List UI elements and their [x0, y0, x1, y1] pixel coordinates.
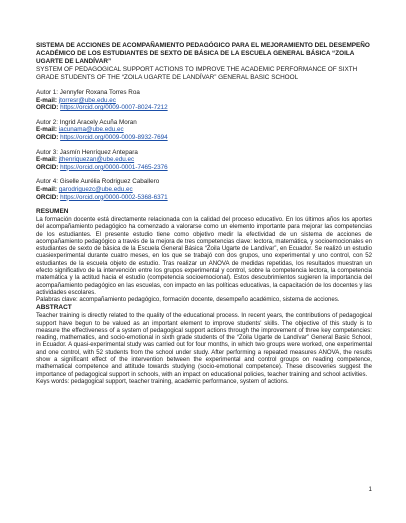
orcid-label: ORCID: — [36, 104, 59, 112]
abstract-body: Teacher training is directly related to the quality of the educational process. In recent years, the contributions of pedagogical support have begun to be valued as an important element to improve students' skills. The objective of this study is to measure the effectiveness of a system of pedagogical support actions through the improvement of three key competencies: reading, mathematics, and socio-emotional in sixth grade students of the “Zoila Ugarte de Landívar” General Basic School, in Ecuador. A quasi-experimental study was carried out for four months, in which two groups were worked, one experimental and one control, with 52 students from the school under study. After performing a repeated measures ANOVA, the results show a significant effect of the intervention between the experimental and control groups on reading competence, mathematical competence and attitude towards studying (socio-emotional competence). These discoveries suggest the importance of pedagogical support in schools, with an impact on educational policies, teacher training and school activities. — [36, 312, 372, 378]
author-block — [36, 89, 372, 112]
paper-title-spanish: SISTEMA DE ACCIONES DE ACOMPAÑAMIENTO PEDAGÓGICO PARA EL MEJORAMIENTO DEL DESEMPEÑO ACADÉMICO DE LOS ESTUDIANTES DE SEXTO DE BÁSICA DE LA ESCUELA GENERAL BÁSICA “ZOILA UGARTE DE LANDÍVAR” — [36, 42, 370, 65]
email-label: E-mail: — [36, 96, 57, 104]
resumen-heading: RESUMEN — [36, 208, 69, 216]
author-name: Autor 1: Jennyfer Roxana Torres Roa — [36, 89, 140, 96]
author-orcid-link[interactable]: https://orcid.org/0009-0007-8024-7212 — [60, 104, 168, 112]
author-email-link[interactable]: jthenriquezan@ube.edu.ec — [58, 156, 135, 164]
author-block — [36, 149, 372, 172]
author-list — [36, 89, 372, 201]
author-name: Autor 2: Ingrid Aracely Acuña Moran — [36, 118, 137, 126]
orcid-label: ORCID: — [36, 133, 59, 141]
email-label: E-mail: — [36, 156, 57, 164]
orcid-label: ORCID: — [36, 193, 59, 201]
author-email-link[interactable]: garodriguezc@ube.edu.ec — [58, 185, 133, 193]
author-block — [36, 178, 372, 201]
author-name: Autor 4: Giselle Aurélia Rodriguez Caballero — [36, 178, 160, 186]
author-email-link[interactable]: iacunama@ube.edu.ec — [58, 126, 124, 134]
orcid-label: ORCID: — [36, 163, 59, 171]
paper-page — [36, 42, 372, 385]
page-number: 1 — [368, 486, 372, 493]
author-name: Autor 3: Jasmín Henríquez Antepara — [36, 148, 138, 156]
abstract-keywords: Keys words: pedagogical support, teacher training, academic performance, system of actions. — [36, 377, 289, 385]
abstract-heading: ABSTRACT — [36, 304, 72, 312]
author-orcid-link[interactable]: https://orcid.org/0000-0002-5368-6371 — [60, 193, 168, 201]
resumen-body: La formación docente está directamente relacionada con la calidad del proceso educativo. En los últimos años los aportes del acompañamiento pedagógico ha comenzado a valorarse como un elemento importante para mejorar las competencias de los estudiantes. El presente estudio tiene como objetivo medir la efectividad de un sistema de acciones de acompañamiento pedagógico a través de la mejora de tres competencias clave: lectora, matemática, y socioemocionales en estudiantes de sexto de básica de la Escuela General Básica “Zoila Ugarte de Landívar”, en Ecuador. Se realizó un estudio cuasiexperimental durante cuatro meses, en los que se trabajó con dos grupos, uno experimental y uno control, con 52 estudiantes de la escuela objeto de estudio. Tras realizar un ANOVA de medidas repetidas, los resultados muestran un efecto significativo de la intervención entre los grupos experimental y control, sobre la competencia lectora, la competencia matemática y la actitud hacia el estudio (competencia socioemocional). Estos descubrimientos sugieren la importancia del acompañamiento pedagógico en las escuelas, con impacto en las políticas educativas, la capacitación de los docentes y las actividades escolares. — [36, 215, 372, 296]
author-orcid-link[interactable]: https://orcid.org/0009-0009-8932-7694 — [60, 133, 168, 141]
email-label: E-mail: — [36, 126, 57, 134]
author-block — [36, 119, 372, 142]
author-email-link[interactable]: jtorresr@ube.edu.ec — [58, 96, 116, 104]
paper-title-english: SYSTEM OF PEDAGOGICAL SUPPORT ACTIONS TO IMPROVE THE ACADEMIC PERFORMANCE OF SIXTH GRADE STUDENTS OF THE “ZOILA UGARTE DE LANDÍVAR” GENERAL BASIC SCHOOL — [36, 66, 358, 81]
author-orcid-link[interactable]: https://orcid.org/0000-0001-7465-2376 — [60, 163, 168, 171]
resumen-keywords: Palabras clave: acompañamiento pedagógico, formación docente, desempeño académico, sistema de acciones. — [36, 296, 340, 304]
email-label: E-mail: — [36, 185, 57, 193]
